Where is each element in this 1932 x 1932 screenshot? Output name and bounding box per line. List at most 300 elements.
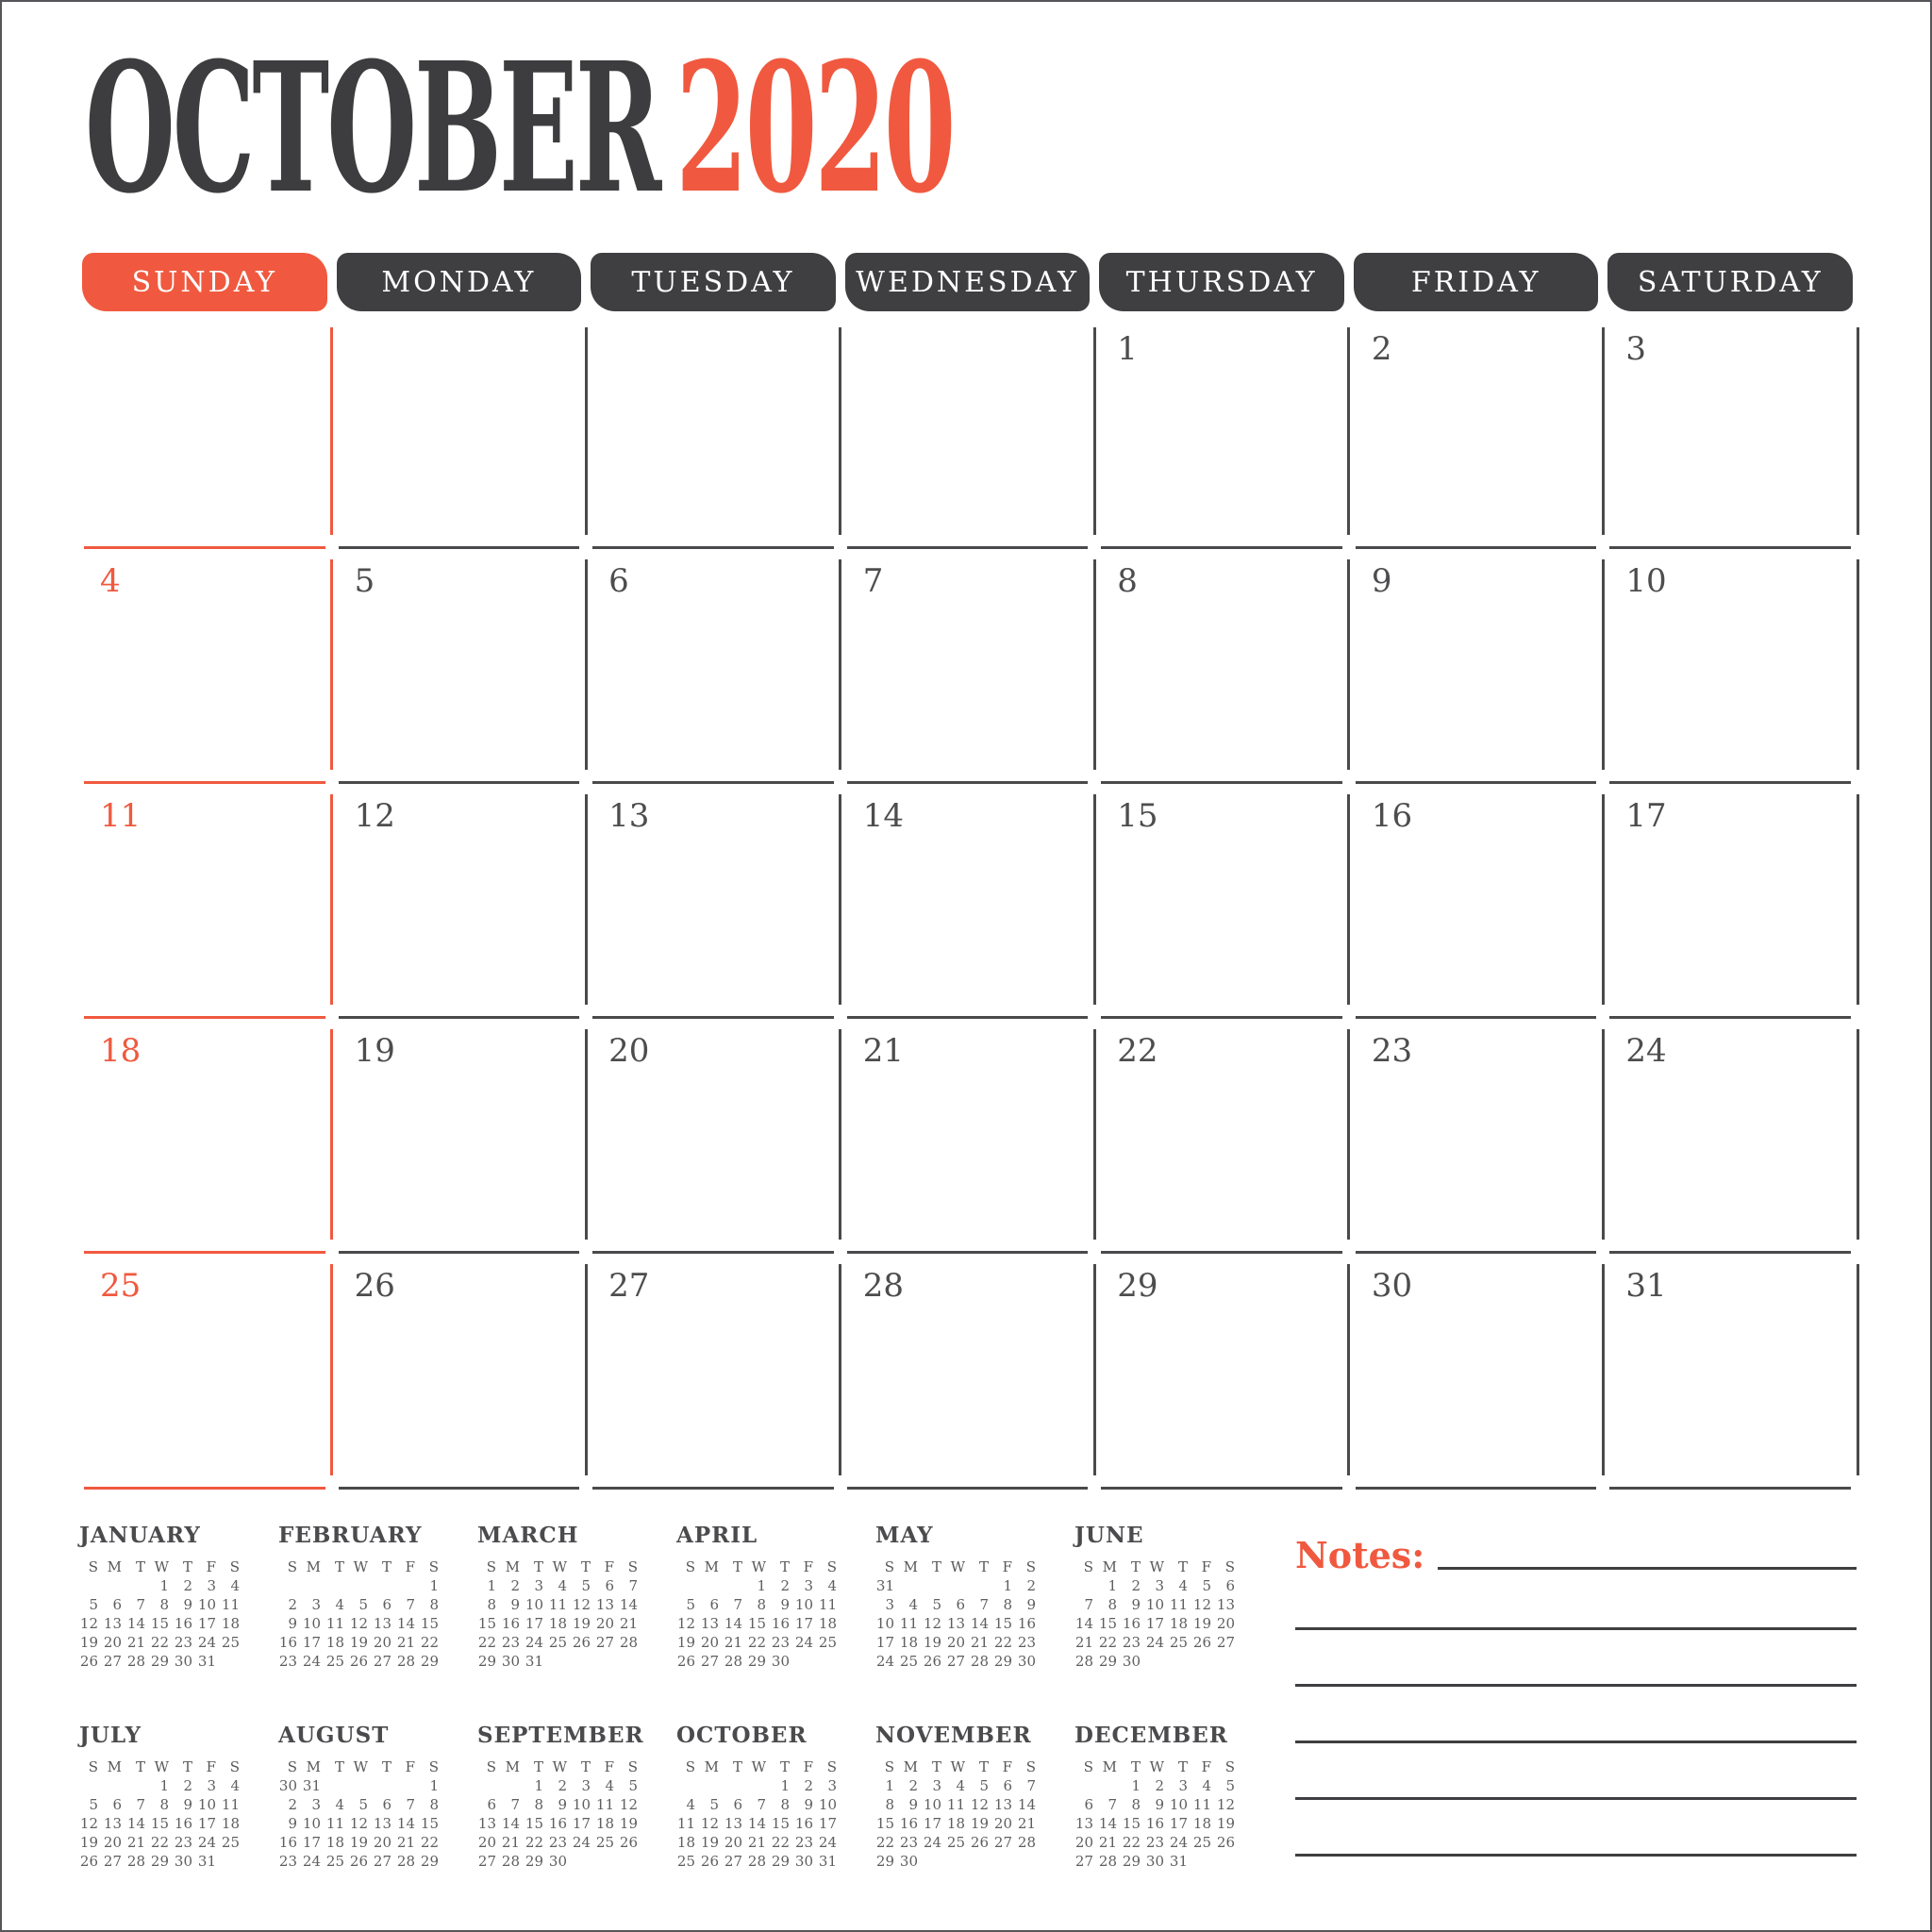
mini-weekday-label: F — [1201, 1558, 1211, 1575]
mini-day-cell: 5 — [1202, 1577, 1211, 1594]
date-number: 10 — [1625, 562, 1667, 600]
mini-month-title: JUNE — [1074, 1523, 1144, 1548]
mini-day-cell: 20 — [1074, 1834, 1093, 1851]
mini-day-cell: 6 — [1084, 1796, 1093, 1813]
mini-day-cell: 9 — [780, 1596, 790, 1613]
date-number: 29 — [1117, 1267, 1158, 1305]
mini-day-cell: 29 — [771, 1853, 790, 1870]
mini-day-cell — [396, 1776, 420, 1795]
mini-day-cell: 13 — [595, 1596, 614, 1613]
mini-day-cell — [899, 1576, 923, 1595]
mini-day-cell: 1 — [757, 1577, 766, 1594]
mini-day-cell: 19 — [1216, 1815, 1235, 1832]
mini-day-cell: 11 — [548, 1596, 567, 1613]
mini-day-cell: 18 — [946, 1815, 965, 1832]
notes-line — [1295, 1684, 1857, 1687]
day-cell — [77, 782, 332, 1017]
mini-day-cell: 26 — [676, 1653, 695, 1670]
mini-day-cell: 24 — [794, 1634, 813, 1651]
mini-day-cell: 11 — [1192, 1796, 1211, 1813]
mini-day-cell: 4 — [956, 1777, 965, 1794]
mini-day-cell: 22 — [420, 1634, 439, 1651]
mini-day-cell: 29 — [875, 1853, 894, 1870]
day-cell — [841, 1017, 1095, 1252]
mini-day-cell: 2 — [908, 1777, 918, 1794]
mini-day-cell: 30 — [174, 1653, 192, 1670]
date-number: 2 — [1371, 330, 1392, 368]
mini-weekday-label: S — [229, 1758, 240, 1775]
mini-weekday-label: T — [334, 1558, 344, 1575]
mini-day-cell: 20 — [103, 1634, 122, 1651]
notes-label: Notes: — [1295, 1534, 1425, 1576]
mini-day-cell: 17 — [302, 1634, 321, 1651]
mini-day-cell: 25 — [946, 1834, 965, 1851]
day-cell — [586, 315, 841, 547]
mini-day-cell: 27 — [595, 1634, 614, 1651]
mini-day-cell: 30 — [794, 1853, 813, 1870]
mini-day-cell: 18 — [325, 1634, 344, 1651]
mini-day-cell: 9 — [183, 1596, 192, 1613]
mini-day-cell: 21 — [1098, 1834, 1117, 1851]
mini-day-cell: 14 — [1074, 1615, 1093, 1632]
mini-day-cell: 6 — [1225, 1577, 1235, 1594]
day-cell — [1349, 1017, 1604, 1252]
mini-month-grid — [676, 1757, 842, 1871]
mini-day-cell: 11 — [946, 1796, 965, 1813]
day-cell — [332, 1017, 587, 1252]
mini-day-cell: 4 — [686, 1796, 695, 1813]
day-cell — [1349, 782, 1604, 1017]
mini-day-cell: 13 — [103, 1615, 122, 1632]
mini-day-cell: 28 — [396, 1653, 415, 1670]
date-number: 31 — [1625, 1267, 1667, 1305]
mini-day-cell: 16 — [1017, 1615, 1036, 1632]
mini-weekday-label: F — [604, 1758, 614, 1775]
mini-day-cell: 13 — [103, 1815, 122, 1832]
mini-day-cell — [1216, 1652, 1240, 1671]
mini-day-cell: 16 — [174, 1815, 192, 1832]
mini-day-cell: 11 — [676, 1815, 695, 1832]
mini-day-cell: 26 — [349, 1653, 368, 1670]
mini-day-cell: 6 — [382, 1596, 391, 1613]
mini-day-cell — [700, 1776, 724, 1795]
mini-day-cell — [1098, 1776, 1122, 1795]
mini-day-cell: 9 — [510, 1596, 520, 1613]
mini-day-cell: 3 — [804, 1577, 813, 1594]
mini-day-cell: 21 — [126, 1834, 145, 1851]
mini-month-grid — [79, 1757, 245, 1871]
mini-weekday-label: T — [732, 1758, 742, 1775]
mini-day-cell: 20 — [477, 1834, 496, 1851]
mini-weekday-label: T — [1130, 1758, 1141, 1775]
mini-weekday-label: T — [533, 1758, 543, 1775]
mini-month-title: AUGUST — [278, 1723, 390, 1748]
mini-day-cell: 19 — [79, 1834, 98, 1851]
mini-weekday-label: S — [486, 1558, 496, 1575]
day-cell — [1349, 1252, 1604, 1488]
mini-weekday-label: T — [978, 1558, 989, 1575]
mini-weekday-label: M — [1102, 1558, 1117, 1575]
mini-day-cell: 26 — [1192, 1634, 1211, 1651]
day-cell — [332, 547, 587, 782]
mini-day-cell: 1 — [534, 1777, 543, 1794]
mini-day-cell: 17 — [794, 1615, 813, 1632]
mini-day-cell — [724, 1776, 747, 1795]
day-cell — [1603, 1252, 1857, 1488]
mini-day-cell: 23 — [174, 1834, 192, 1851]
mini-day-cell: 26 — [79, 1853, 98, 1870]
mini-day-cell: 6 — [605, 1577, 614, 1594]
mini-day-cell — [349, 1576, 373, 1595]
mini-day-cell: 28 — [724, 1653, 742, 1670]
mini-day-cell — [126, 1776, 150, 1795]
mini-day-cell: 11 — [221, 1796, 240, 1813]
date-number: 22 — [1117, 1032, 1158, 1070]
mini-month-title: MAY — [875, 1523, 934, 1548]
mini-day-cell: 5 — [628, 1777, 638, 1794]
mini-day-cell: 11 — [325, 1615, 344, 1632]
mini-month-grid — [278, 1557, 444, 1671]
mini-day-cell: 23 — [278, 1653, 297, 1670]
mini-month-grid — [1074, 1557, 1241, 1671]
mini-day-cell — [700, 1576, 724, 1595]
mini-day-cell: 25 — [325, 1853, 344, 1870]
mini-day-cell: 7 — [136, 1796, 145, 1813]
mini-day-cell: 11 — [595, 1796, 614, 1813]
mini-weekday-label: M — [306, 1558, 321, 1575]
mini-weekday-label: M — [704, 1558, 719, 1575]
mini-day-cell: 23 — [794, 1834, 813, 1851]
mini-month-grid — [477, 1757, 643, 1871]
mini-day-cell: 21 — [724, 1634, 742, 1651]
mini-day-cell: 3 — [207, 1777, 216, 1794]
mini-day-cell: 9 — [1131, 1596, 1141, 1613]
mini-day-cell: 2 — [183, 1777, 192, 1794]
mini-weekday-label: F — [1002, 1558, 1012, 1575]
mini-day-cell: 25 — [595, 1834, 614, 1851]
mini-day-cell: 31 — [1169, 1853, 1188, 1870]
mini-weekday-label: T — [1177, 1558, 1188, 1575]
grid-right-line — [1857, 794, 1859, 1005]
mini-day-cell: 29 — [150, 1853, 169, 1870]
mini-weekday-label: T — [1130, 1558, 1141, 1575]
day-cell — [1349, 315, 1604, 547]
mini-day-cell — [1192, 1652, 1216, 1671]
mini-day-cell: 27 — [477, 1853, 496, 1870]
mini-day-cell: 8 — [159, 1596, 169, 1613]
mini-month-november — [875, 1723, 1041, 1871]
date-number: 20 — [608, 1032, 650, 1070]
mini-month-title: SEPTEMBER — [477, 1723, 644, 1748]
mini-day-cell: 5 — [709, 1796, 719, 1813]
weekday-tab-saturday: SATURDAY — [1607, 253, 1853, 311]
mini-day-cell: 23 — [771, 1634, 790, 1651]
mini-day-cell: 3 — [932, 1777, 941, 1794]
mini-day-cell — [1216, 1852, 1240, 1871]
mini-day-cell: 16 — [1145, 1815, 1164, 1832]
mini-day-cell: 21 — [619, 1615, 638, 1632]
mini-day-cell: 10 — [197, 1596, 216, 1613]
mini-day-cell: 17 — [1169, 1815, 1188, 1832]
mini-day-cell: 15 — [150, 1615, 169, 1632]
mini-weekday-label: S — [627, 1758, 638, 1775]
mini-month-september — [477, 1723, 643, 1871]
notes-line — [1295, 1740, 1857, 1743]
mini-day-cell: 20 — [700, 1634, 719, 1651]
mini-day-cell: 28 — [126, 1653, 145, 1670]
mini-day-cell: 19 — [1192, 1615, 1211, 1632]
mini-weekday-label: S — [1083, 1758, 1093, 1775]
mini-day-cell: 23 — [1145, 1834, 1164, 1851]
mini-calendar-row-2 — [79, 1723, 1274, 1871]
mini-weekday-label: T — [978, 1758, 989, 1775]
mini-day-cell: 1 — [429, 1777, 439, 1794]
mini-day-cell: 17 — [1145, 1615, 1164, 1632]
mini-weekday-label: T — [381, 1758, 391, 1775]
mini-day-cell: 23 — [174, 1634, 192, 1651]
mini-day-cell: 20 — [373, 1834, 391, 1851]
mini-day-cell: 21 — [126, 1634, 145, 1651]
mini-day-cell: 2 — [780, 1577, 790, 1594]
mini-day-cell: 9 — [288, 1815, 297, 1832]
mini-day-cell — [349, 1776, 373, 1795]
mini-day-cell: 12 — [79, 1615, 98, 1632]
day-cell — [586, 782, 841, 1017]
mini-day-cell: 28 — [1074, 1653, 1093, 1670]
mini-day-cell: 13 — [1074, 1815, 1093, 1832]
notes-line — [1295, 1627, 1857, 1630]
mini-weekday-label: F — [803, 1558, 813, 1575]
mini-day-cell: 28 — [619, 1634, 638, 1651]
mini-day-cell: 2 — [558, 1777, 567, 1794]
mini-day-cell: 26 — [79, 1653, 98, 1670]
day-cell — [332, 782, 587, 1017]
mini-day-cell: 19 — [349, 1834, 368, 1851]
mini-day-cell: 30 — [1122, 1653, 1141, 1670]
mini-weekday-label: T — [1177, 1758, 1188, 1775]
calendar-title — [85, 23, 954, 233]
day-cell — [1094, 315, 1349, 547]
mini-day-cell — [221, 1852, 244, 1871]
mini-day-cell: 27 — [103, 1853, 122, 1870]
mini-day-cell: 23 — [548, 1834, 567, 1851]
mini-day-cell: 12 — [676, 1615, 695, 1632]
mini-day-cell: 21 — [1074, 1634, 1093, 1651]
mini-day-cell: 26 — [349, 1853, 368, 1870]
mini-day-cell: 22 — [150, 1834, 169, 1851]
mini-day-cell: 19 — [923, 1634, 941, 1651]
mini-day-cell: 1 — [885, 1777, 894, 1794]
mini-weekday-label: F — [206, 1758, 216, 1775]
mini-weekday-label: S — [287, 1558, 297, 1575]
mini-month-title: JANUARY — [79, 1523, 201, 1548]
mini-weekday-label: T — [779, 1558, 790, 1575]
mini-day-cell: 15 — [1098, 1615, 1117, 1632]
day-cell — [586, 1252, 841, 1488]
mini-day-cell: 22 — [477, 1634, 496, 1651]
mini-day-cell: 4 — [335, 1796, 344, 1813]
mini-day-cell: 25 — [676, 1853, 695, 1870]
day-cell — [77, 315, 332, 547]
mini-day-cell: 2 — [288, 1596, 297, 1613]
mini-day-cell: 4 — [1178, 1577, 1188, 1594]
mini-day-cell: 22 — [993, 1634, 1012, 1651]
mini-day-cell: 5 — [686, 1596, 695, 1613]
weekday-tab-tuesday: TUESDAY — [591, 253, 836, 311]
mini-day-cell: 7 — [979, 1596, 989, 1613]
mini-day-cell: 12 — [970, 1796, 989, 1813]
mini-month-grid — [79, 1557, 245, 1671]
date-number: 19 — [354, 1032, 395, 1070]
mini-day-cell: 7 — [406, 1796, 415, 1813]
mini-day-cell: 13 — [993, 1796, 1012, 1813]
mini-day-cell: 13 — [373, 1615, 391, 1632]
mini-month-december — [1074, 1723, 1241, 1871]
mini-day-cell: 12 — [1216, 1796, 1235, 1813]
mini-day-cell — [1192, 1852, 1216, 1871]
mini-weekday-label: M — [704, 1758, 719, 1775]
mini-day-cell: 27 — [993, 1834, 1012, 1851]
mini-day-cell: 28 — [396, 1853, 415, 1870]
date-number: 21 — [862, 1032, 904, 1070]
mini-day-cell: 25 — [1169, 1634, 1188, 1651]
mini-day-cell: 28 — [970, 1653, 989, 1670]
mini-day-cell: 15 — [420, 1815, 439, 1832]
mini-day-cell: 8 — [487, 1596, 496, 1613]
date-number: 6 — [608, 562, 629, 600]
mini-day-cell: 14 — [396, 1615, 415, 1632]
mini-day-cell: 8 — [1108, 1596, 1117, 1613]
mini-weekday-label: S — [884, 1758, 894, 1775]
mini-day-cell: 4 — [908, 1596, 918, 1613]
mini-day-cell: 31 — [302, 1777, 321, 1794]
date-number: 5 — [354, 562, 375, 600]
weekday-tab-sunday: SUNDAY — [82, 253, 327, 311]
mini-day-cell: 13 — [724, 1815, 742, 1832]
mini-day-cell: 5 — [581, 1577, 591, 1594]
mini-day-cell: 24 — [197, 1634, 216, 1651]
mini-weekday-label: S — [1025, 1558, 1036, 1575]
date-number: 13 — [608, 797, 650, 835]
mini-day-cell: 26 — [970, 1834, 989, 1851]
mini-day-cell: 16 — [278, 1634, 297, 1651]
mini-weekday-label: S — [88, 1558, 98, 1575]
mini-day-cell: 18 — [899, 1634, 918, 1651]
day-cell — [1603, 315, 1857, 547]
mini-weekday-label: S — [884, 1558, 894, 1575]
mini-day-cell: 2 — [288, 1796, 297, 1813]
mini-day-cell: 23 — [899, 1834, 918, 1851]
mini-day-cell — [619, 1652, 642, 1671]
mini-day-cell: 9 — [908, 1796, 918, 1813]
mini-day-cell: 3 — [534, 1577, 543, 1594]
mini-day-cell — [373, 1776, 396, 1795]
mini-day-cell: 22 — [150, 1634, 169, 1651]
mini-weekday-label: S — [1083, 1558, 1093, 1575]
day-cell — [77, 1017, 332, 1252]
mini-day-cell — [993, 1852, 1017, 1871]
mini-weekday-label: S — [287, 1758, 297, 1775]
weekday-tab-thursday: THURSDAY — [1099, 253, 1344, 311]
mini-weekday-label: M — [306, 1758, 321, 1775]
mini-day-cell: 8 — [1131, 1796, 1141, 1813]
mini-day-cell: 29 — [747, 1653, 766, 1670]
date-number: 1 — [1117, 330, 1138, 368]
mini-day-cell: 11 — [818, 1596, 837, 1613]
mini-day-cell: 13 — [946, 1615, 965, 1632]
mini-month-grid — [1074, 1757, 1241, 1871]
date-number: 17 — [1625, 797, 1667, 835]
mini-day-cell: 20 — [993, 1815, 1012, 1832]
mini-day-cell — [794, 1652, 818, 1671]
day-cell — [1094, 547, 1349, 782]
weekday-header-row — [77, 253, 1857, 311]
mini-day-cell: 1 — [1108, 1577, 1117, 1594]
mini-day-cell: 18 — [818, 1615, 837, 1632]
mini-day-cell: 18 — [1192, 1815, 1211, 1832]
mini-day-cell: 16 — [771, 1615, 790, 1632]
mini-weekday-label: T — [779, 1758, 790, 1775]
date-number: 26 — [354, 1267, 395, 1305]
mini-day-cell: 29 — [150, 1653, 169, 1670]
weekday-tab-friday: FRIDAY — [1354, 253, 1599, 311]
date-number: 8 — [1117, 562, 1138, 600]
mini-day-cell: 14 — [1098, 1815, 1117, 1832]
mini-day-cell: 14 — [126, 1815, 145, 1832]
mini-day-cell: 17 — [572, 1815, 591, 1832]
mini-day-cell: 18 — [221, 1615, 240, 1632]
mini-day-cell: 5 — [358, 1796, 368, 1813]
date-number: 9 — [1371, 562, 1392, 600]
mini-day-cell: 11 — [899, 1615, 918, 1632]
mini-day-cell: 14 — [724, 1615, 742, 1632]
mini-day-cell: 23 — [501, 1634, 520, 1651]
mini-day-cell — [103, 1776, 126, 1795]
day-cell — [841, 547, 1095, 782]
mini-day-cell: 30 — [899, 1853, 918, 1870]
mini-day-cell: 1 — [780, 1777, 790, 1794]
mini-day-cell: 3 — [311, 1596, 321, 1613]
mini-day-cell: 19 — [619, 1815, 638, 1832]
date-number: 15 — [1117, 797, 1158, 835]
date-number: 14 — [862, 797, 904, 835]
mini-day-cell: 11 — [1169, 1596, 1188, 1613]
mini-day-cell: 15 — [993, 1615, 1012, 1632]
day-cell — [841, 1252, 1095, 1488]
mini-day-cell: 17 — [875, 1634, 894, 1651]
mini-day-cell: 9 — [804, 1796, 813, 1813]
mini-weekday-label: W — [1149, 1558, 1164, 1575]
mini-day-cell — [79, 1776, 103, 1795]
mini-month-grid — [875, 1757, 1041, 1871]
mini-day-cell — [79, 1576, 103, 1595]
mini-day-cell: 30 — [278, 1777, 297, 1794]
day-cell — [586, 547, 841, 782]
mini-day-cell — [572, 1652, 595, 1671]
mini-day-cell: 8 — [885, 1796, 894, 1813]
mini-day-cell: 15 — [150, 1815, 169, 1832]
mini-day-cell: 25 — [325, 1653, 344, 1670]
mini-day-cell: 4 — [605, 1777, 614, 1794]
mini-day-cell: 15 — [875, 1815, 894, 1832]
mini-day-cell: 27 — [1216, 1634, 1235, 1651]
mini-weekday-label: T — [182, 1758, 192, 1775]
mini-day-cell: 28 — [1017, 1834, 1036, 1851]
mini-day-cell: 24 — [1169, 1834, 1188, 1851]
mini-weekday-label: T — [931, 1758, 941, 1775]
mini-day-cell: 19 — [970, 1815, 989, 1832]
mini-day-cell: 26 — [619, 1834, 638, 1851]
